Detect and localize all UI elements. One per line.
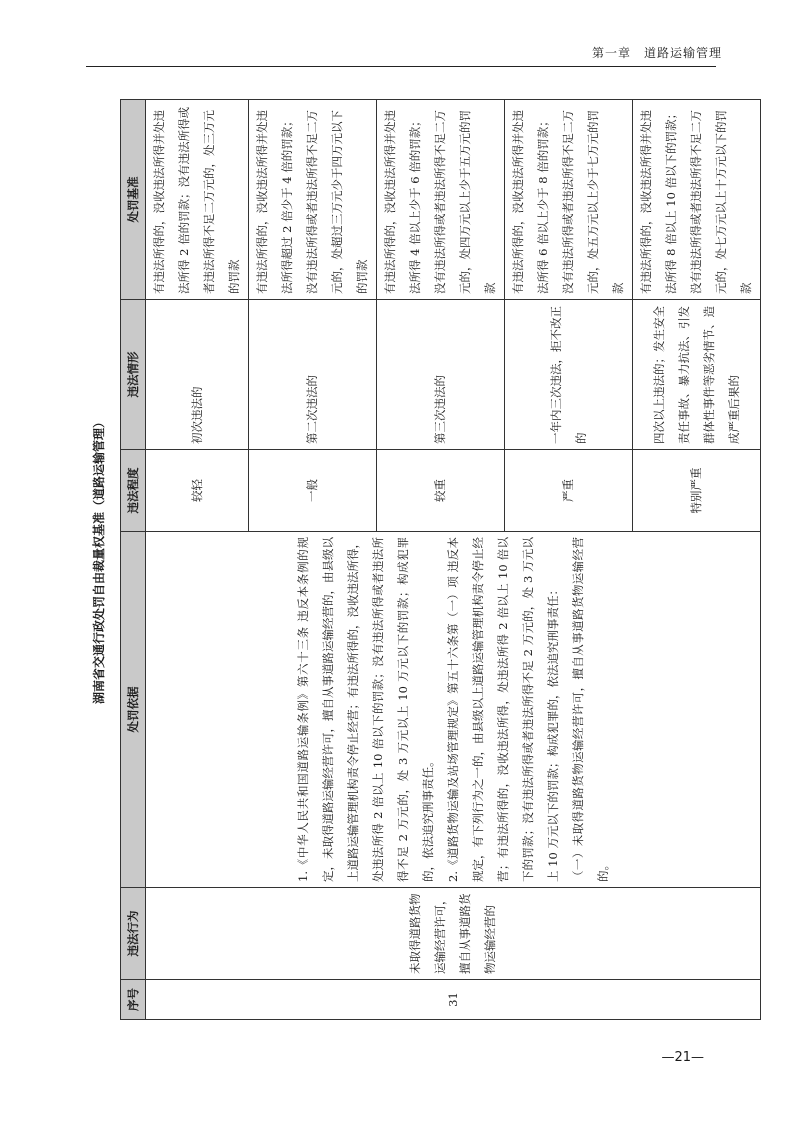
header-rule bbox=[86, 66, 716, 67]
situation-cell: 第二次违法的 bbox=[249, 300, 377, 450]
violation-behavior: 未取得道路货物运输经营许可，擅自从事道路货物运输经营的 bbox=[146, 888, 761, 980]
col-header-basis: 处罚依据 bbox=[121, 532, 146, 888]
page-number: —21— bbox=[661, 1050, 704, 1065]
row-number: 31 bbox=[146, 980, 761, 1020]
standard-cell: 有违法所得的，没收违法所得并处违法所得超过 2 倍少于 4 倍的罚款；没有违法所得或者违法所得不足二万元的，处超过三万元少于四万元以下的罚款 bbox=[249, 100, 377, 300]
chapter-header: 第一章 道路运输管理 bbox=[591, 46, 722, 60]
degree-cell: 较重 bbox=[377, 450, 505, 532]
col-header-behavior: 违法行为 bbox=[121, 888, 146, 980]
col-header-standard: 处罚基准 bbox=[121, 100, 146, 300]
standard-cell: 有违法所得的，没收违法所得并处违法所得 2 倍的罚款；没有违法所得或者违法所得不足二万元的，处三万元的罚款 bbox=[146, 100, 249, 300]
standard-cell: 有违法所得的，没收违法所得并处违法所得 6 倍以上少于 8 倍的罚款；没有违法所得或者违法所得不足二万元的，处五万元以上少于七万元的罚款 bbox=[505, 100, 633, 300]
basis-paragraph: （一）未取得道路货物运输经营许可，擅自从事道路货物运输经营的。 bbox=[570, 537, 610, 882]
basis-paragraph: 1.《中华人民共和国道路运输条例》第六十三条 违反本条例的规定，未取得道路运输经营许可，擅自从事道路运输经营的，由县级以上道路运输管理机构责令停止经营；有违法所得的，没收违法所得，处违法所得 2 倍以上 10 倍以下的罚款；没有违法所得或者违法所得不足 2 万元的，处 3 万元以上 10 万元以下的罚款；构成犯罪的，依法追究刑事责任。 bbox=[295, 537, 435, 882]
basis-paragraph: 2.《道路货物运输及站场管理规定》第五十六条第（一）项 违反本规定，有下列行为之一的，由县级以上道路运输管理机构责令停止经营；有违法所得的，没收违法所得，处违法所得 2 倍以上 10 倍以下的罚款；没有违法所得或者违法所得不足 2 万元的，处 3 万元以上 10 万元以下的罚款；构成犯罪的，依法追究刑事责任： bbox=[445, 537, 560, 882]
situation-cell: 一年内三次违法，拒不改正的 bbox=[505, 300, 633, 450]
col-header-no: 序号 bbox=[121, 980, 146, 1020]
col-header-degree: 违法程度 bbox=[121, 450, 146, 532]
degree-cell: 较轻 bbox=[146, 450, 249, 532]
degree-cell: 严重 bbox=[505, 450, 633, 532]
situation-cell: 初次违法的 bbox=[146, 300, 249, 450]
degree-cell: 一般 bbox=[249, 450, 377, 532]
col-header-situation: 违法情形 bbox=[121, 300, 146, 450]
table-title: 湖南省交通行政处罚自由裁量权基准（道路运输管理） bbox=[92, 416, 106, 705]
standard-cell: 有违法所得的，没收违法所得并处违法所得 8 倍以上 10 倍以下的罚款；没有违法所得或者违法所得不足二万元的，处七万元以上十万元以下的罚款 bbox=[633, 100, 761, 300]
degree-cell: 特别严重 bbox=[633, 450, 761, 532]
header-row bbox=[121, 100, 146, 1020]
situation-cell: 第三次违法的 bbox=[377, 300, 505, 450]
penalty-basis bbox=[146, 532, 761, 888]
situation-cell: 四次以上违法的；发生安全责任事故、暴力抗法、引发群体性事件等恶劣情节、造成严重后果的 bbox=[633, 300, 761, 450]
penalty-standard-table bbox=[120, 99, 761, 1020]
standard-cell: 有违法所得的，没收违法所得并处违法所得 4 倍以上少于 6 倍的罚款；没有违法所得或者违法所得不足二万元的，处四万元以上少于五万元的罚款 bbox=[377, 100, 505, 300]
table-row bbox=[146, 100, 249, 1020]
rotated-table-block bbox=[92, 100, 753, 1020]
